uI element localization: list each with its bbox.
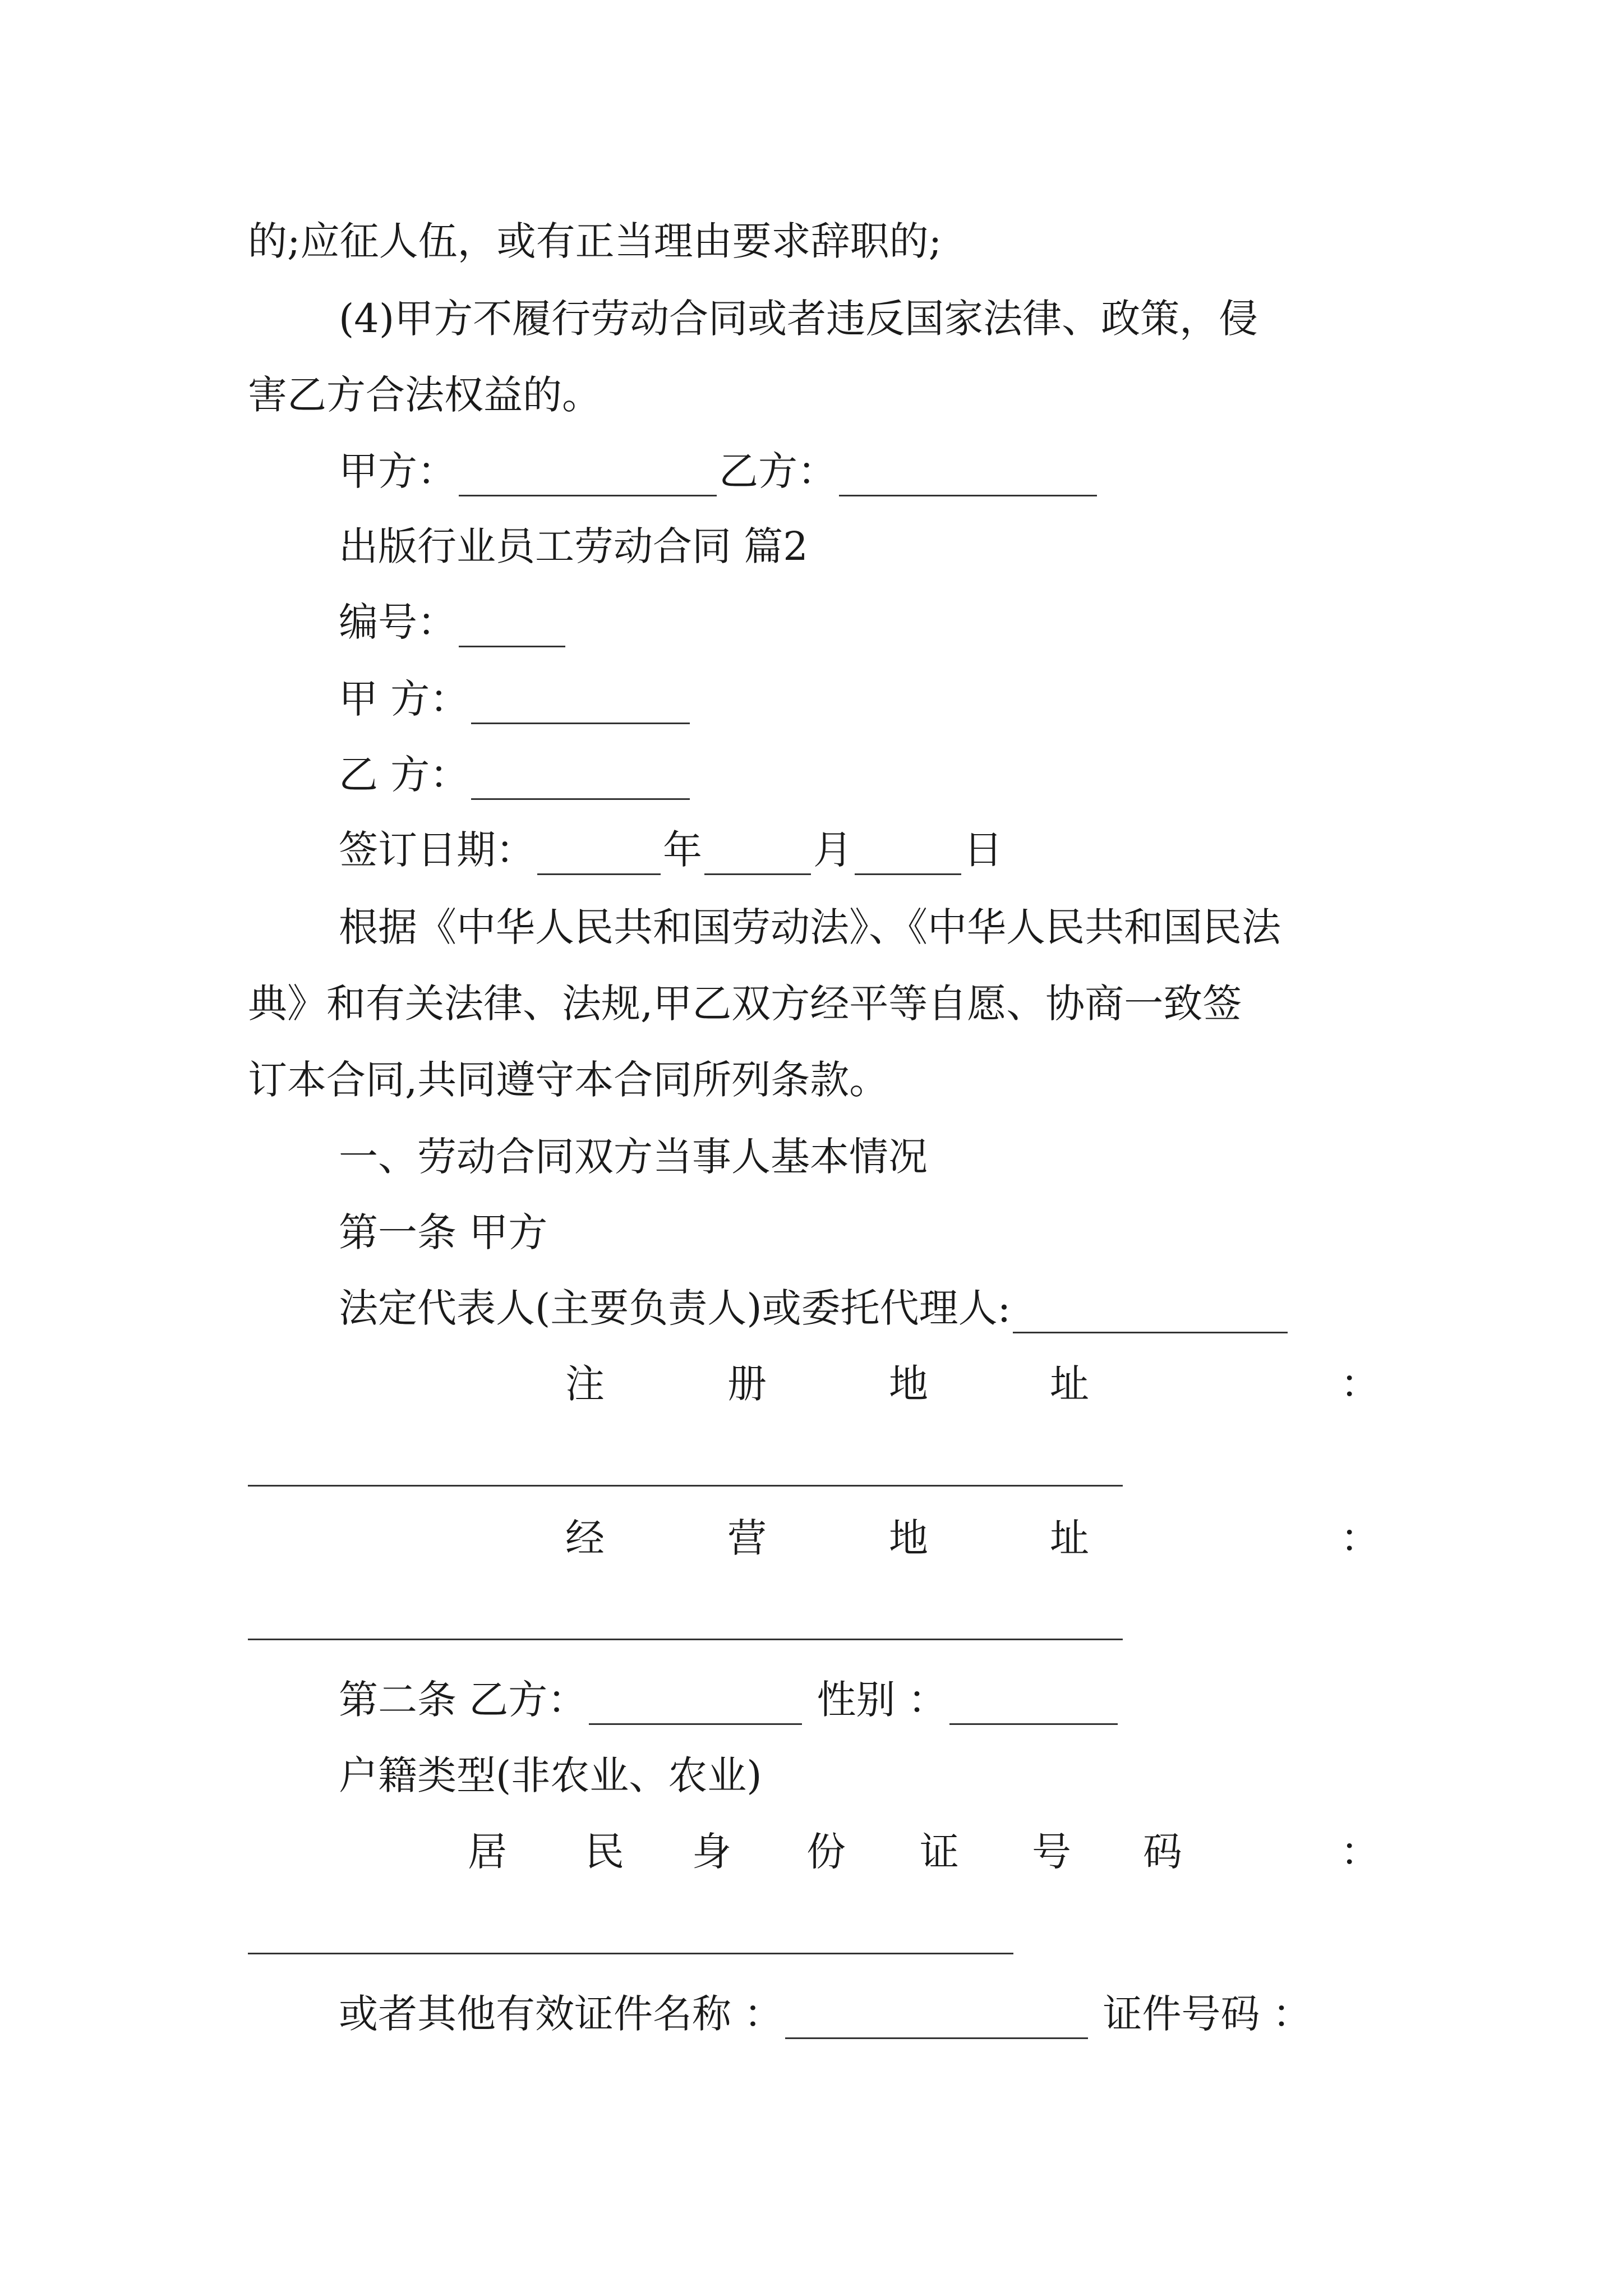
other-id-line [339, 1989, 1312, 2039]
sign-date-label: 签订日期： [339, 827, 535, 873]
month-field[interactable] [704, 834, 811, 875]
party-a-label: 甲 方： [339, 676, 469, 722]
number-line [339, 597, 568, 647]
day-label: 日 [963, 827, 1003, 873]
id-number-field[interactable] [248, 1953, 1013, 1954]
biz-addr-field[interactable] [248, 1639, 1123, 1640]
party-b-line [339, 749, 692, 800]
other-id-label: 或者其他有效证件名称 ： [339, 1991, 783, 2037]
party-b-sign-label: 乙方： [719, 448, 837, 494]
reg-addr-field[interactable] [248, 1485, 1123, 1487]
party-a-sign-label: 甲方： [339, 448, 457, 494]
reg-addr-char-2: 册 [727, 1361, 767, 1407]
legal-rep-field[interactable] [1013, 1292, 1288, 1333]
biz-addr-char-4: 址 [1050, 1515, 1089, 1561]
intro-line-1: 根据《中华人民共和国劳动法》、《中华人民共和国民法 [339, 904, 1281, 950]
party-b-sign-field[interactable] [839, 455, 1097, 496]
party-b-name-field[interactable] [589, 1684, 802, 1725]
number-field[interactable] [459, 606, 565, 647]
id-char-1: 居 [468, 1829, 507, 1875]
id-char-7: 码 [1143, 1829, 1182, 1875]
reg-addr-colon: ： [1340, 1361, 1380, 1407]
signature-line [339, 446, 1099, 496]
heading-basic-info: 一、劳动合同双方当事人基本情况 [339, 1134, 928, 1180]
gender-label: 性别 ： [817, 1677, 947, 1723]
article-2-label: 第二条 乙方： [339, 1677, 587, 1723]
day-field[interactable] [855, 834, 961, 875]
year-field[interactable] [537, 834, 661, 875]
hukou-line: 户籍类型(非农业、农业) [339, 1752, 762, 1798]
paragraph-continuation: 的;应征人伍，或有正当理由要求辞职的; [248, 218, 942, 264]
year-label: 年 [663, 827, 702, 873]
legal-rep-label: 法定代表人(主要负责人)或委托代理人: [339, 1285, 1011, 1331]
clause-4-line-1: (4)甲方不履行劳动合同或者违反国家法律、政策，侵 [339, 296, 1258, 342]
party-b-field[interactable] [471, 759, 690, 800]
intro-line-2: 典》和有关法律、法规,甲乙双方经平等自愿、协商一致签 [248, 981, 1242, 1027]
id-char-3: 身 [692, 1829, 731, 1875]
id-char-5: 证 [920, 1829, 959, 1875]
clause-4-line-2: 害乙方合法权益的。 [248, 372, 601, 418]
party-a-field[interactable] [471, 683, 690, 724]
reg-addr-char-3: 地 [889, 1361, 928, 1407]
number-label: 编号： [339, 599, 457, 645]
article-2-line [339, 1674, 1120, 1725]
reg-addr-char-1: 注 [565, 1361, 605, 1407]
intro-line-3: 订本合同,共同遵守本合同所列条款。 [248, 1057, 889, 1103]
id-colon: ： [1340, 1829, 1380, 1875]
id-char-4: 份 [806, 1829, 846, 1875]
biz-addr-colon: ： [1340, 1515, 1380, 1561]
other-id-field[interactable] [785, 1998, 1088, 2039]
gender-field[interactable] [949, 1684, 1118, 1725]
party-b-label: 乙 方： [339, 752, 469, 798]
legal-rep-line [339, 1283, 1290, 1333]
month-label: 月 [813, 827, 852, 873]
biz-addr-char-3: 地 [889, 1515, 928, 1561]
sign-date-line [339, 825, 1003, 875]
article-1: 第一条 甲方 [339, 1209, 548, 1255]
id-char-6: 号 [1032, 1829, 1071, 1875]
reg-addr-char-4: 址 [1050, 1361, 1089, 1407]
biz-addr-char-2: 营 [727, 1515, 767, 1561]
id-number-label: 证件号码 ： [1103, 1991, 1312, 2037]
section-title: 出版行业员工劳动合同 篇2 [339, 523, 808, 569]
biz-addr-char-1: 经 [565, 1515, 605, 1561]
party-a-line [339, 674, 692, 724]
party-a-sign-field[interactable] [459, 455, 717, 496]
id-char-2: 民 [585, 1829, 624, 1875]
